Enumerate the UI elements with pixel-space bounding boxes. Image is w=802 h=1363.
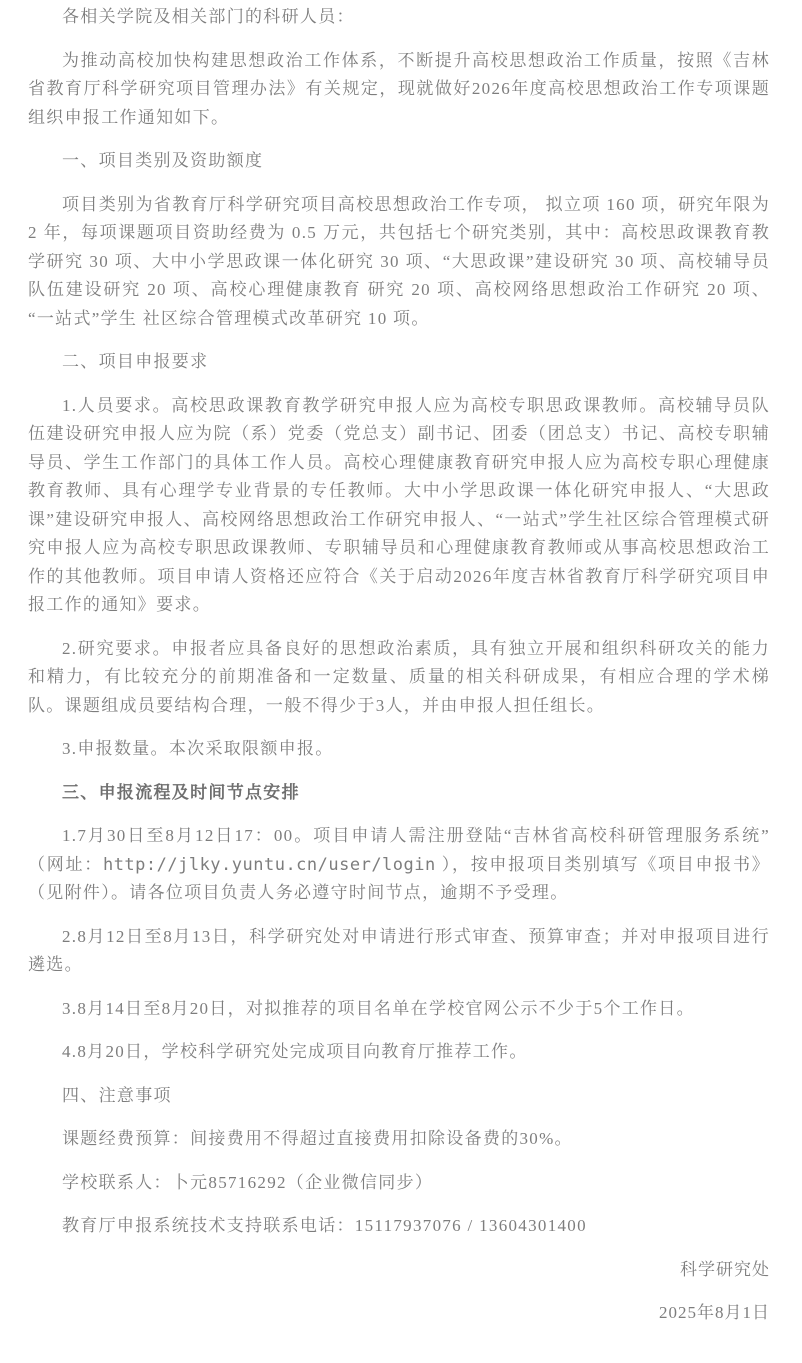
signature-department: 科学研究处	[680, 1259, 770, 1279]
section-1-heading: 一、项目类别及资助额度	[62, 151, 264, 170]
tech-support-contact: 教育厅申报系统技术支持联系电话：15117937076 / 13604301400	[62, 1216, 587, 1235]
application-system-url: http://jlky.yuntu.cn/user/login	[102, 854, 436, 875]
budget-note: 课题经费预算：间接费用不得超过直接费用扣除设备费的30%。	[62, 1129, 573, 1148]
process-step-1	[28, 822, 770, 908]
section-4-heading: 四、注意事项	[62, 1085, 172, 1105]
process-step-1-text-before: 1.7月30日至8月12日17：00。项目申请人需注册登陆“吉林省高校科研管理服务系统”（网址：	[28, 826, 770, 874]
section-1-body: 项目类别为省教育厅科学研究项目高校思想政治工作专项， 拟立项 160 项，研究年限为 2 年，每项课题项目资助经费为 0.5 万元，共包括七个研究类别，其中：高校思政课教育教学研究 30 项、大中小学思政课一体化研究 30 项、“大思政课”建设研究 30 项、高校辅导员队伍建设研究 20 项、高校心理健康教育 研究 20 项、高校网络思想政治工作研究 20 项、“一站式”学生 社区综合管理模式改革研究 10 项。	[28, 194, 770, 328]
section-3-heading: 三、申报流程及时间节点安排	[62, 782, 300, 802]
salutation: 各相关学院及相关部门的科研人员：	[62, 7, 355, 26]
requirement-personnel: 1.人员要求。高校思政课教育教学研究申报人应为高校专职思政课教师。高校辅导员队伍建设研究申报人应为院（系）党委（党总支）副书记、团委（团总支）书记、高校专职辅导员、学生工作部门的具体工作人员。高校心理健康教育研究申报人应为高校专职心理健康教育教师、具有心理学专业背景的专任教师。大中小学思政课一体化研究申报人、“大思政课”建设研究申报人、高校网络思想政治工作研究申报人、“一站式”学生社区综合管理模式研究申报人应为高校专职思政课教师、专职辅导员和心理健康教育教师或从事高校思想政治工作的其他教师。项目申请人资格还应符合《关于启动2026年度吉林省教育厅科学研究项目申报工作的通知》要求。	[28, 395, 770, 614]
process-step-2: 2.8月12日至8月13日，科学研究处对申请进行形式审查、预算审查；并对申报项目进行遴选。	[28, 926, 770, 974]
process-step-1-text-after: ），按申报项目类别填写《项目申报书》（见附件）。请各位项目负责人务必遵守时间节点，逾期不予受理。	[28, 854, 771, 902]
process-step-3: 3.8月14日至8月20日，对拟推荐的项目名单在学校官网公示不少于5个工作日。	[62, 998, 695, 1018]
school-contact: 学校联系人：卜元85716292（企业微信同步）	[62, 1172, 434, 1192]
intro-paragraph: 为推动高校加快构建思想政治工作体系，不断提升高校思想政治工作质量，按照《吉林省教育厅科学研究项目管理办法》有关规定，现就做好2026年度高校思想政治工作专项课题组织申报工作通知如下。	[28, 50, 770, 127]
requirement-research: 2.研究要求。申报者应具备良好的思想政治素质，具有独立开展和组织科研攻关的能力和精力，有比较充分的前期准备和一定数量、质量的相关科研成果，有相应合理的学术梯队。课题组成员要结构合理，一般不得少于3人，并由申报人担任组长。	[28, 638, 770, 715]
process-step-4: 4.8月20日，学校科学研究处完成项目向教育厅推荐工作。	[62, 1042, 528, 1061]
signature-date: 2025年8月1日	[659, 1303, 770, 1322]
requirement-quota: 3.申报数量。本次采取限额申报。	[62, 739, 334, 758]
section-2-heading: 二、项目申报要求	[62, 352, 209, 371]
